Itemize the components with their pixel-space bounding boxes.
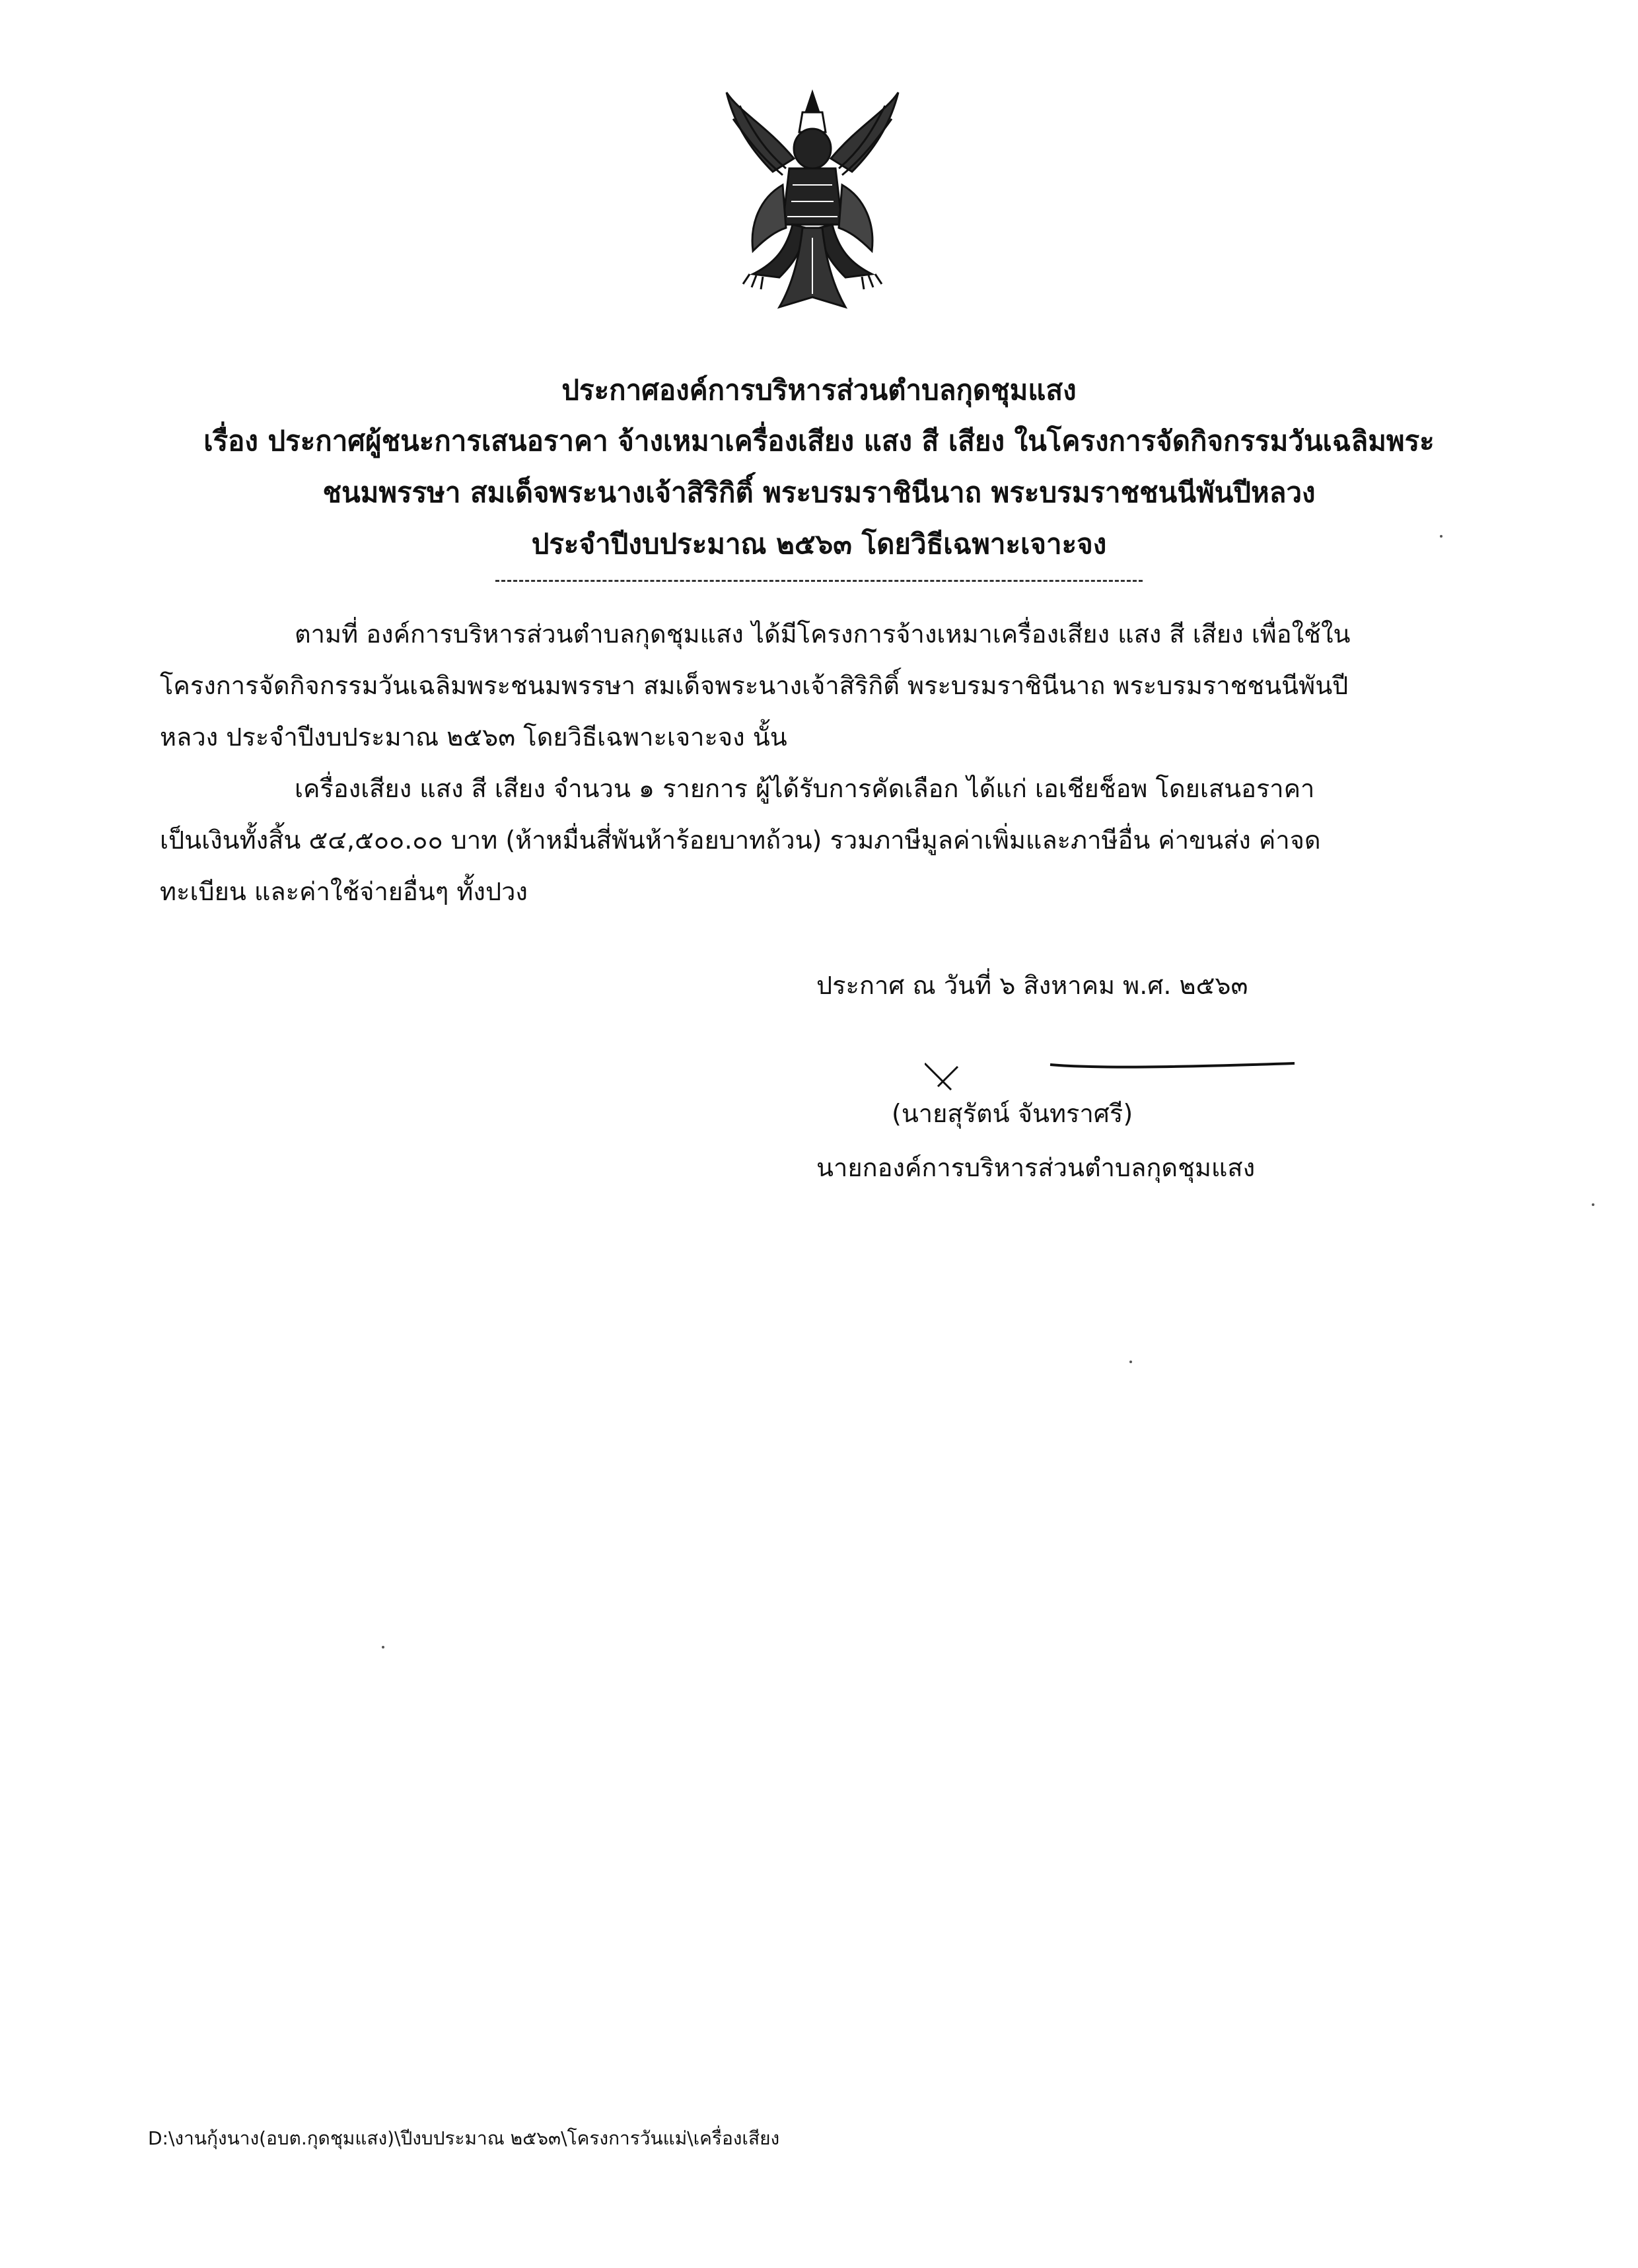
document-title-line-3: ชนมพรรษา สมเด็จพระนางเจ้าสิริกิติ์ พระบรมราชินีนาถ พระบรมราชชนนีพันปีหลวง	[322, 476, 1316, 509]
handwritten-signature	[925, 1050, 1321, 1103]
paragraph-2-line-3: ทะเบียน และค่าใช้จ่ายอื่นๆ ทั้งปวง	[160, 877, 528, 906]
footer-file-path: D:\งานกุ้งนาง(อบต.กุดชุมแสง)\ปีงบประมาณ ๒๕๖๓\โครงการวันแม่\เครื่องเสียง	[148, 2127, 780, 2149]
garuda-emblem-icon	[713, 86, 911, 317]
scan-speck	[1440, 535, 1442, 538]
scan-speck	[382, 1646, 384, 1648]
document-title-line-1: ประกาศองค์การบริหารส่วนตำบลกุดชุมแสง	[561, 374, 1077, 406]
signer-title: นายกองค์การบริหารส่วนตำบลกุดชุมแสง	[816, 1153, 1256, 1182]
paragraph-1-line-3: หลวง ประจำปีงบประมาณ ๒๕๖๓ โดยวิธีเฉพาะเจาะจง นั้น	[160, 723, 787, 752]
paragraph-2-line-1: เครื่องเสียง แสง สี เสียง จำนวน ๑ รายการ ผู้ได้รับการคัดเลือก ได้แก่ เอเชียช็อพ โดยเสนอราคา	[295, 774, 1315, 803]
document-title-line-2: เรื่อง ประกาศผู้ชนะการเสนอราคา จ้างเหมาเครื่องเสียง แสง สี เสียง ในโครงการจัดกิจกรรมวันเฉลิมพระ	[203, 425, 1435, 457]
announce-date: ประกาศ ณ วันที่ ๖ สิงหาคม พ.ศ. ๒๕๖๓	[816, 971, 1248, 1000]
signer-name: (นายสุรัตน์ จันทราศรี)	[892, 1099, 1133, 1128]
paragraph-1-line-1: ตามที่ องค์การบริหารส่วนตำบลกุดชุมแสง ได้มีโครงการจ้างเหมาเครื่องเสียง แสง สี เสียง เพื่อใช้ใน	[295, 620, 1351, 649]
title-separator	[495, 580, 1143, 582]
scan-speck	[1129, 1361, 1132, 1363]
paragraph-1-line-2: โครงการจัดกิจกรรมวันเฉลิมพระชนมพรรษา สมเด็จพระนางเจ้าสิริกิติ์ พระบรมราชินีนาถ พระบรมราชชนนีพันปี	[160, 671, 1349, 700]
scan-speck	[1592, 1203, 1594, 1206]
paragraph-2-line-2: เป็นเงินทั้งสิ้น ๕๔,๕๐๐.๐๐ บาท (ห้าหมื่นสี่พันห้าร้อยบาทถ้วน) รวมภาษีมูลค่าเพิ่มและภาษีอื่น ค่าขนส่ง ค่าจด	[160, 826, 1321, 855]
document-title-line-4: ประจำปีงบประมาณ ๒๕๖๓ โดยวิธีเฉพาะเจาะจง	[531, 528, 1107, 560]
